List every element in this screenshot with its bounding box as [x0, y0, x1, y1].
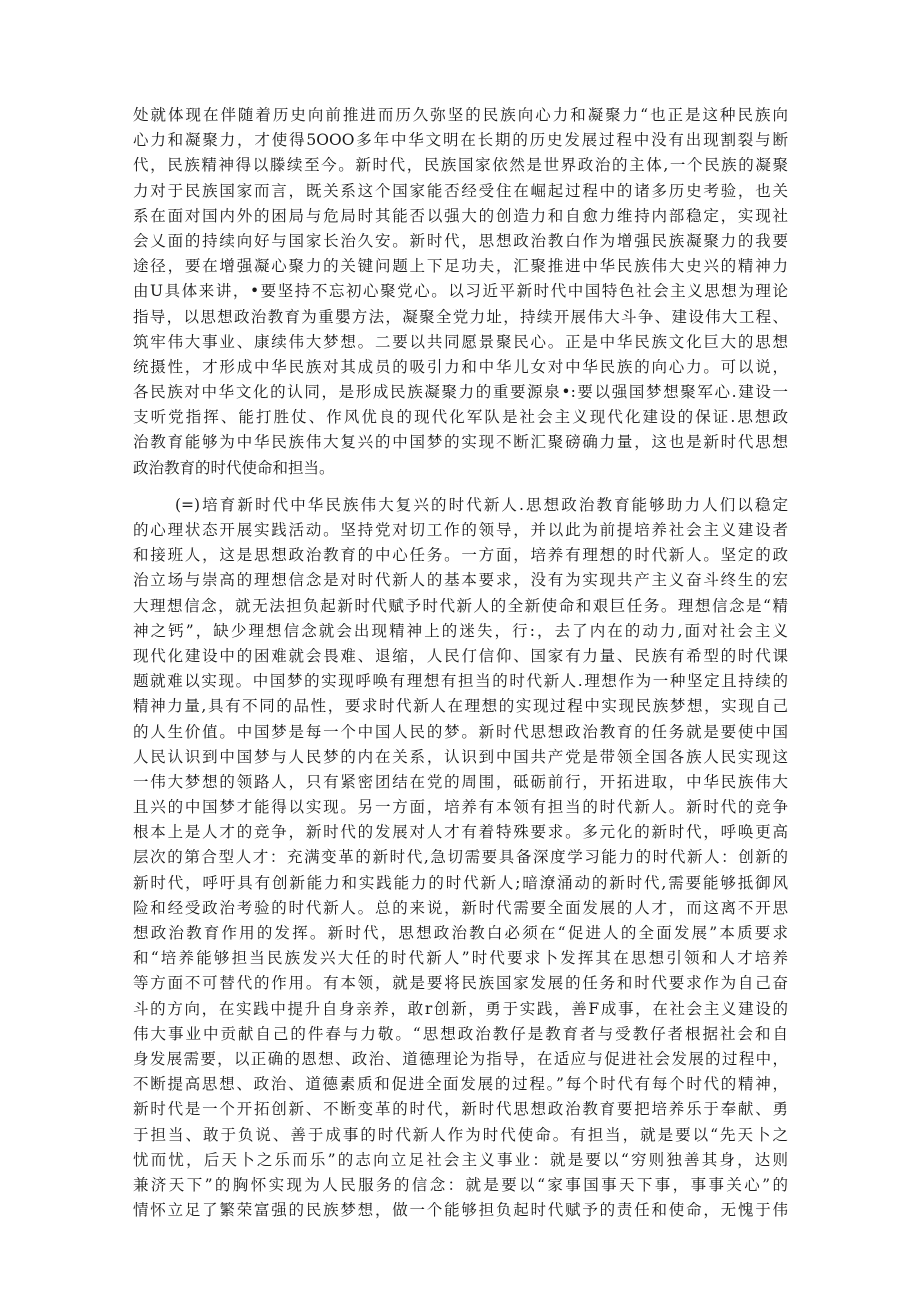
- paragraph-1: [133, 103, 788, 481]
- text-line: 情怀立足了繁荣富强的民族梦想，做一个能够担负起时代赋予的责任和使命，无愧于伟: [133, 1201, 788, 1220]
- text-line: 筑牢伟大事业、康续伟大梦想。二要以共同愿景聚民心。正是中华民族文化巨大的思想: [133, 332, 788, 351]
- text-line: 力对于民族国家而言，既关系这个国家能否经受住在崛起过程中的诸多历史考验，也关: [133, 181, 788, 200]
- text-line: (=)培育新时代中华民族伟大复兴的时代新人.思想政治教育能够助力人们以稳定: [175, 495, 788, 514]
- text-line: 兼济天下”的胸怀实现为人民服务的信念：就是要以“家事国事天下事，事事关心”的: [133, 1175, 788, 1194]
- text-line: 会乂面的持续向好与国家长治久安。新时代，思想政治教白作为增强民族凝聚力的我要: [133, 231, 788, 250]
- text-line: 由U具体来讲，•要坚持不忘初心聚党心。以习近平新时代中国特色社会主义思想为理论: [133, 282, 788, 301]
- text-line: 等方面不可替代的作用。有本领，就是要将民族国家发展的任务和时代要求作为自己奋: [133, 974, 788, 993]
- text-line: 系在面对国内外的困局与危局时其能否以强大的创造力和自愈力维持内部稳定，实现社: [133, 206, 788, 225]
- text-line: 人民认识到中国梦与人民梦的内在关系，认识到中国共产党是带领全国各族人民实现这: [133, 747, 788, 766]
- text-line: 和“培养能够担当民族发兴大任的时代新人”时代要求卜发挥其在思想引领和人才培养: [133, 949, 788, 968]
- text-line: 题就难以实现。中国梦的实现呼唤有理想有担当的时代新人.理想作为一种坚定且持续的: [133, 672, 788, 691]
- text-line: 不断提高思想、政治、道德素质和促进全面发展的过程。”每个时代有每个时代的精神，: [133, 1075, 788, 1094]
- text-line: 支听党指挥、能打胜仗、作风优良的现代化军队是社会主义现代化建设的保证.思想政: [133, 408, 788, 427]
- text-line: 代，民族精神得以滕续至今。新时代，民族国家依然是世界政治的主体,一个民族的凝聚: [133, 156, 788, 175]
- text-line: 心力和凝聚力，才使得5OOO多年中华文明在长期的历史发展过程中没有出现割裂与断: [133, 131, 788, 150]
- paragraph-2: [133, 493, 788, 1223]
- text-line: 险和经受政治考验的时代新人。总的来说，新时代需要全面发展的人才，而这离不开思: [133, 898, 788, 917]
- text-line: 途径，要在增强凝心聚力的关键问题上下足功夫，汇聚推进中华民族伟大史兴的精神力: [133, 257, 788, 276]
- text-line: 斗的方向，在实践中提升自身亲养，敢r创新，勇于实践，善F成事，在社会主义建设的: [133, 999, 788, 1018]
- text-line: 的心理状态开展实践活动。坚持党对切工作的领导，并以此为前提培养社会主义建设者: [133, 521, 788, 539]
- text-line: 忧而忧，后天卜之乐而乐”的志向立足社会主义事业：就是要以“穷则独善其身，达则: [133, 1150, 788, 1169]
- text-line: 根本上是人才的竞争，新时代的发展对人才有着特殊要求。多元化的新时代，呼唤更高: [133, 823, 788, 842]
- text-line: 且兴的中国梦才能得以实现。另一方面，培养有本领有担当的时代新人。新时代的竞争: [133, 798, 788, 817]
- text-line: 新时代是一个开拓创新、不断变革的时代，新时代思想政治教育要把培养乐于奉献、勇: [133, 1100, 788, 1119]
- text-line: 治教育能够为中华民族伟大复兴的中国梦的实现不断汇聚磅确力量，这也是新时代思想: [133, 433, 788, 452]
- text-line: 新时代，呼吁具有创新能力和实践能力的时代新人;暗潦涌动的新时代,需要能够抵御风: [133, 873, 788, 892]
- text-line: 统摄性，才形成中华民族对其成员的吸引力和中华儿女对中华民族的向心力。可以说，: [133, 357, 788, 376]
- text-line: 身发展需要，以正确的恩想、政治、道德理论为指导，在适应与促进社会发展的过程中，: [133, 1049, 788, 1068]
- text-line: 政治教育的时代使命和担当。: [133, 458, 335, 477]
- text-line: 指导，以思想政治教育为重嬰方法，凝聚全党力址，持续开展伟大斗争、建设伟大工程、: [133, 307, 788, 326]
- text-line: 精神力量,具有不同的品性，要求时代新人在理想的实现过程中实现民族梦想，实现自己: [133, 697, 788, 716]
- text-line: 一伟大梦想的领路人，只有紧密团结在党的周围，砥砺前行，开拓进取，中华民族伟大: [133, 772, 788, 791]
- text-line: 于担当、敢于负说、善于成事的时代新人作为时代使命。有担当，就是要以“先天卜之: [133, 1125, 788, 1144]
- text-line: 的人生价值。中国梦是每一个中国人民的梦。新时代思想政治教育的任务就是要使中国: [133, 722, 788, 741]
- text-line: 想政治教育作用的发挥。新时代，思想政治教白必须在“促进人的全面发展”本质要求: [133, 924, 788, 942]
- text-line: 神之钙”，缺少理想信念就会出现精神上的迷失，行:，去了内在的动力,面对社会主义: [133, 621, 788, 640]
- text-line: 处就体现在伴随着历史向前推进而历久弥坚的民族向心力和凝聚力“也正是这种民族向: [133, 106, 788, 124]
- text-line: 大理想信念，就无法担负起新时代赋予时代新人的全新使命和艰巨任务。理想信念是“精: [133, 596, 788, 615]
- text-line: 各民族对中华文化的认同，是形成民族凝聚力的重要源泉•:要以强国梦想聚军心.建设一: [133, 383, 788, 402]
- text-line: 治立场与崇高的理想信念是对时代新人的基本要求，没有为实现共产主义奋斗终生的宏: [133, 571, 788, 590]
- text-line: 伟大事业中贡献自己的件春与力敬。“思想政治教仔是教育者与受教仔者根据社会和自: [133, 1024, 788, 1043]
- paragraph-gap: [133, 481, 788, 493]
- text-line: 现代化建设中的困难就会畏难、退缩，人民仃信仰、国家有力量、民族有希型的时代课: [133, 646, 788, 665]
- text-line: 层次的第合型人才：充满变革的新时代,急切需要具备深度学习能力的时代新人：创新的: [133, 848, 788, 867]
- document-body: [133, 103, 788, 1223]
- text-line: 和接班人，这是思想政治教育的中心任务。一方面，培养有理想的时代新人。坚定的政: [133, 546, 788, 565]
